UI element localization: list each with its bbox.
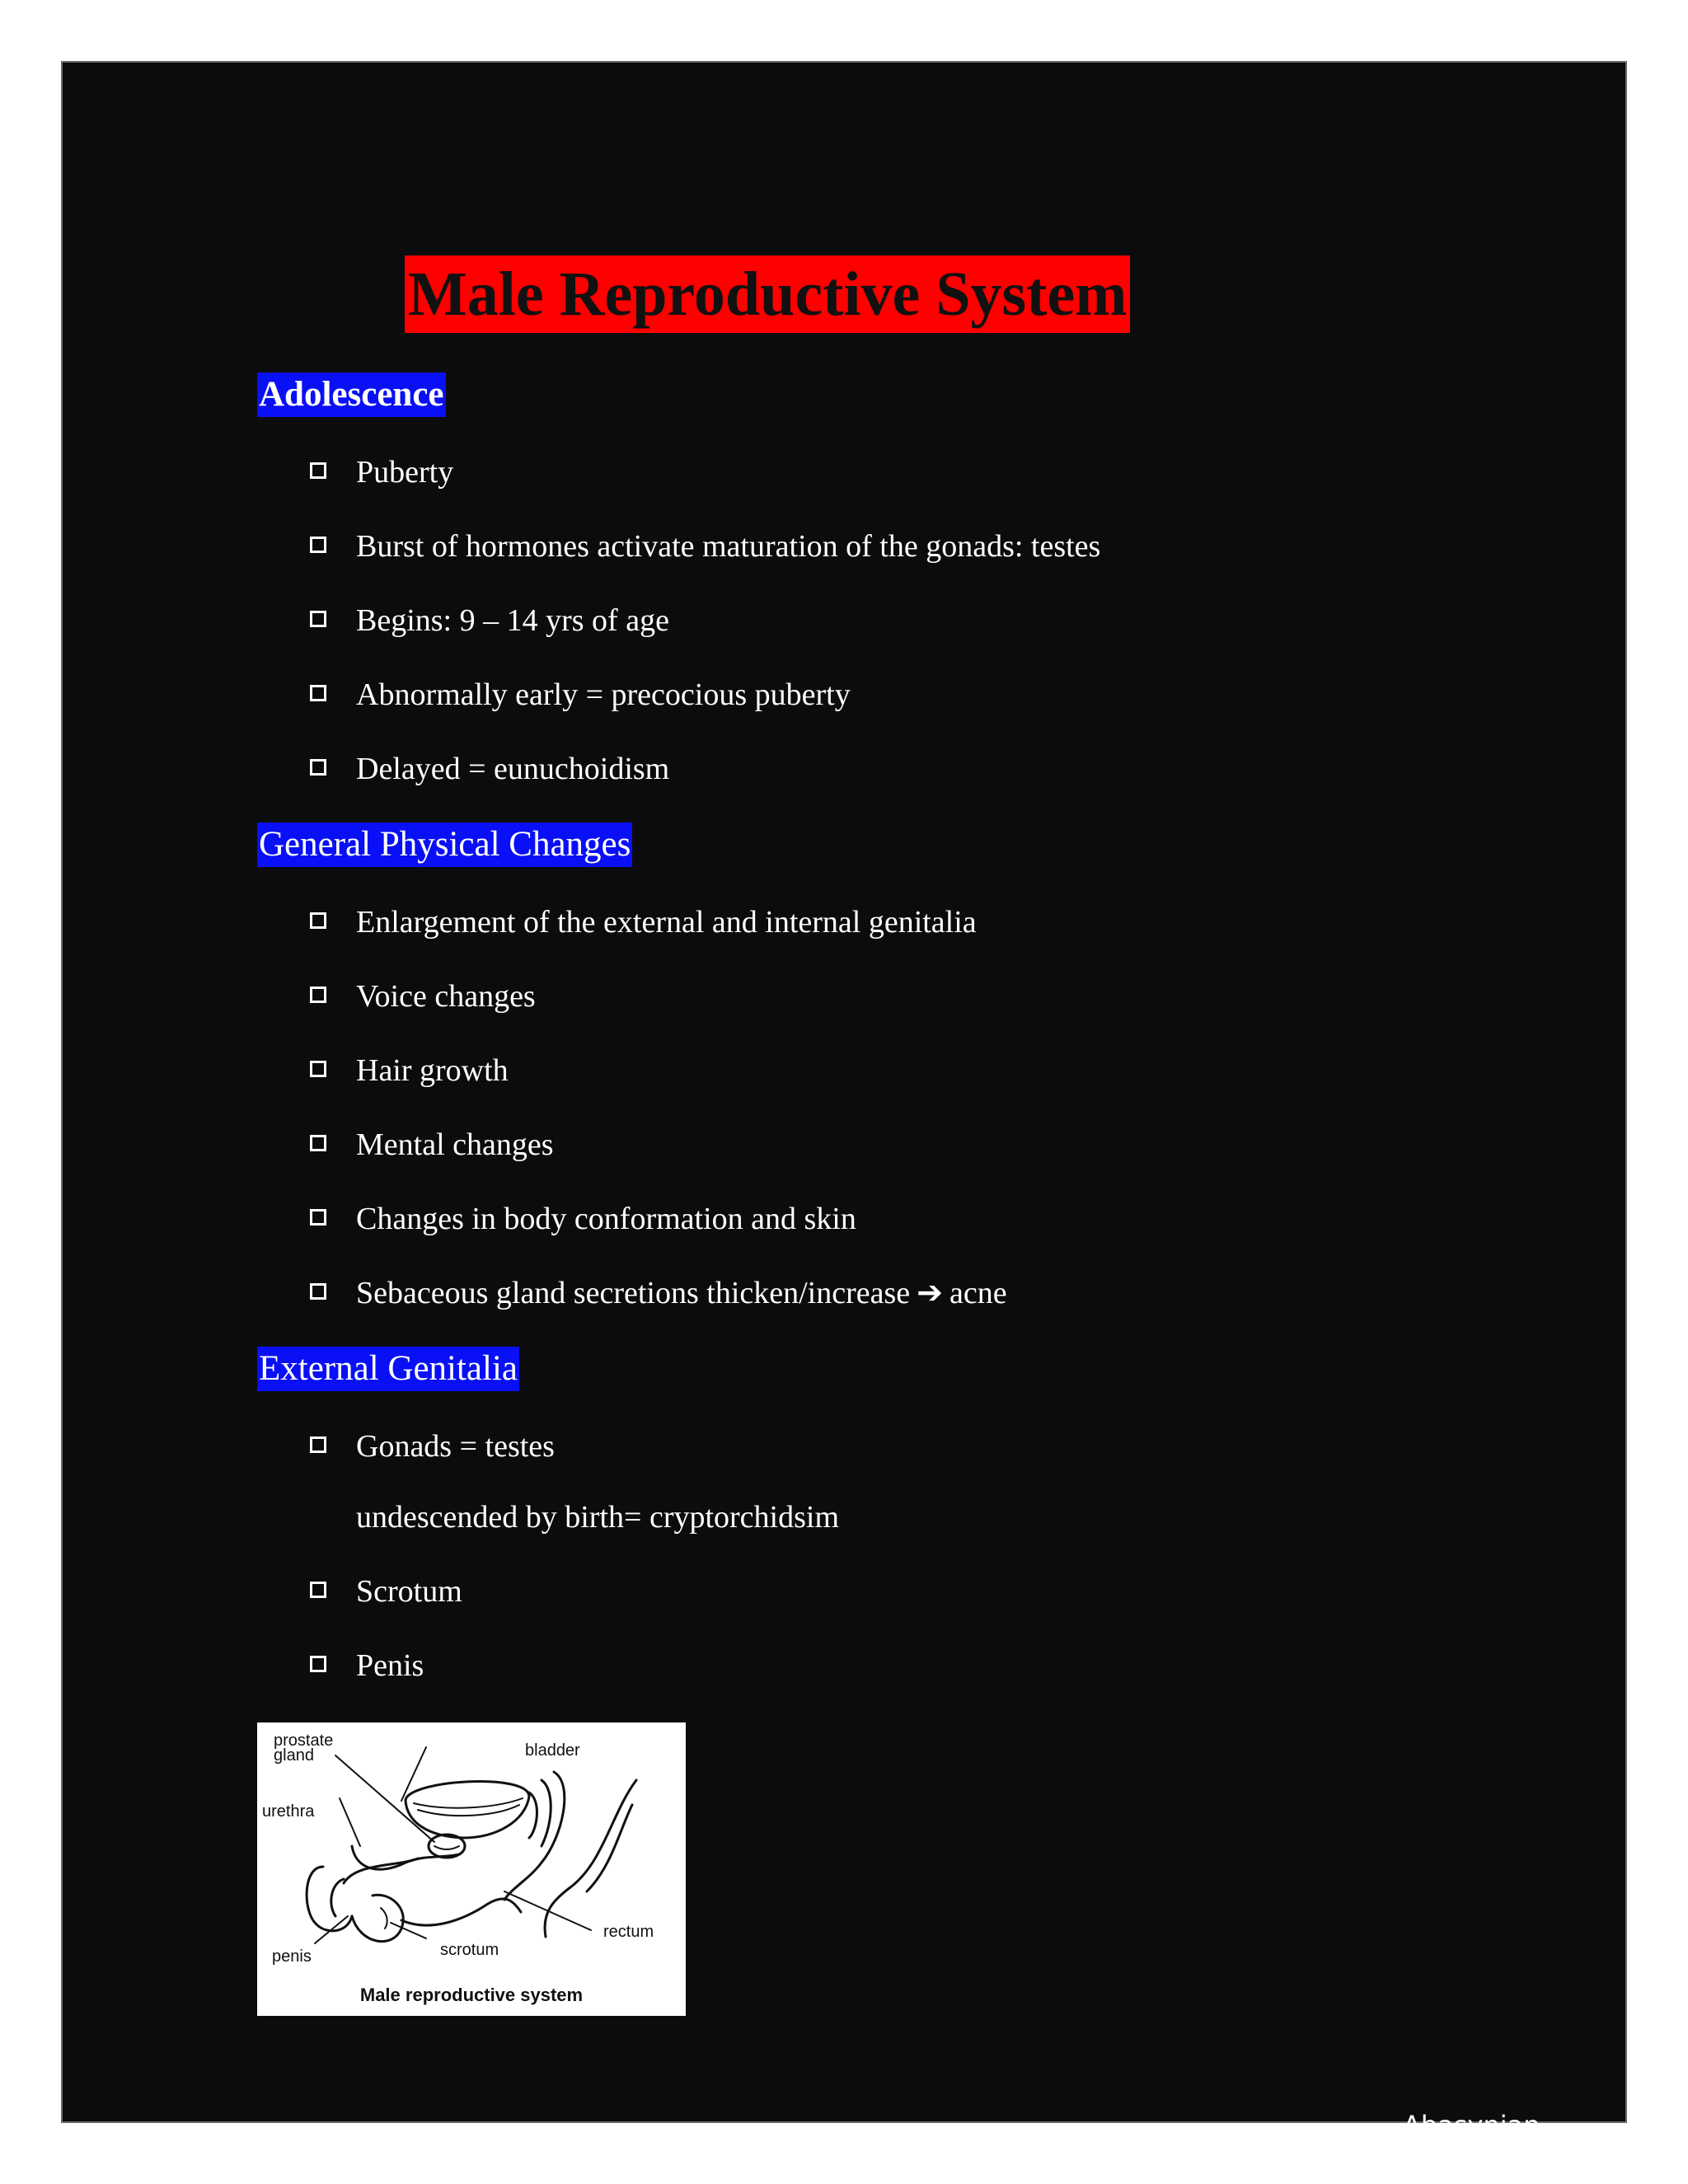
- document-page: [61, 61, 1627, 2141]
- list-item: [310, 1050, 1464, 1091]
- checkbox-bullet-icon: [310, 759, 326, 776]
- list-item-text: Abnormally early = precocious puberty: [356, 677, 851, 712]
- section-heading-general-physical-changes: General Physical Changes: [257, 823, 632, 867]
- checkbox-bullet-icon: [310, 1283, 326, 1300]
- section-heading-external-genitalia: External Genitalia: [257, 1347, 519, 1391]
- label-penis: penis: [272, 1947, 312, 1966]
- right-arrow-icon: ➔: [917, 1276, 943, 1310]
- list-item-text: Puberty: [356, 455, 454, 490]
- label-prostate: prostate: [274, 1732, 334, 1750]
- list-item-text: [356, 1272, 1007, 1314]
- list-item: [310, 1645, 1464, 1686]
- list-item: [310, 600, 1464, 641]
- list-item: [310, 452, 1464, 493]
- list-item-text: Penis: [356, 1648, 424, 1683]
- label-scrotum: scrotum: [440, 1941, 499, 1959]
- list-item: [310, 748, 1464, 790]
- figure-caption: Male reproductive system: [359, 1985, 584, 2005]
- list-item: [310, 526, 1464, 567]
- checkbox-bullet-icon: [310, 685, 326, 701]
- list-item-text: Changes in body conformation and skin: [356, 1202, 856, 1236]
- list-item: [310, 674, 1464, 715]
- list-item: [310, 902, 1464, 943]
- list-item: [310, 976, 1464, 1017]
- footer-author: Abasynian: [1403, 2110, 1540, 2141]
- checkbox-bullet-icon: [310, 1656, 326, 1672]
- list-item-text: Gonads = testes: [356, 1429, 555, 1464]
- checkbox-bullet-icon: [310, 1061, 326, 1077]
- list-item-text: Burst of hormones activate maturation of the gonads: testes: [356, 529, 1101, 564]
- label-gland: gland: [274, 1746, 314, 1765]
- list-item: [310, 1124, 1464, 1165]
- anatomy-diagram: [257, 1722, 686, 2016]
- bladder-shape: [406, 1781, 529, 1838]
- list-item: [310, 1571, 1464, 1612]
- label-rectum: rectum: [603, 1923, 654, 1941]
- list-item-text-result: acne: [949, 1276, 1007, 1310]
- list-item-text-main: Sebaceous gland secretions thicken/increase: [356, 1276, 911, 1310]
- checkbox-bullet-icon: [310, 912, 326, 929]
- label-bladder: bladder: [525, 1741, 580, 1760]
- checkbox-bullet-icon: [310, 1209, 326, 1226]
- label-urethra: urethra: [262, 1802, 315, 1821]
- section-heading-adolescence: Adolescence: [257, 373, 446, 417]
- list-item: [310, 1272, 1464, 1314]
- checkbox-bullet-icon: [310, 987, 326, 1003]
- page-title: Male Reproductive System: [405, 255, 1130, 333]
- list-item-text: Begins: 9 – 14 yrs of age: [356, 603, 669, 638]
- checkbox-bullet-icon: [310, 462, 326, 479]
- list-item-note: undescended by birth= cryptorchidsim: [356, 1500, 840, 1535]
- list-item-text: Mental changes: [356, 1127, 554, 1162]
- checkbox-bullet-icon: [310, 1582, 326, 1598]
- checkbox-bullet-icon: [310, 537, 326, 553]
- checkbox-bullet-icon: [310, 1436, 326, 1453]
- list-item-text: Delayed = eunuchoidism: [356, 752, 670, 786]
- list-item-text: Scrotum: [356, 1574, 462, 1609]
- anatomy-diagram-drawing: [257, 1722, 686, 2016]
- list-item: [310, 1426, 1464, 1467]
- checkbox-bullet-icon: [310, 611, 326, 627]
- list-item-text: Voice changes: [356, 979, 536, 1014]
- list-item-text: Enlargement of the external and internal genitalia: [356, 905, 977, 940]
- checkbox-bullet-icon: [310, 1135, 326, 1151]
- list-item: [310, 1198, 1464, 1240]
- list-item-text: Hair growth: [356, 1053, 509, 1088]
